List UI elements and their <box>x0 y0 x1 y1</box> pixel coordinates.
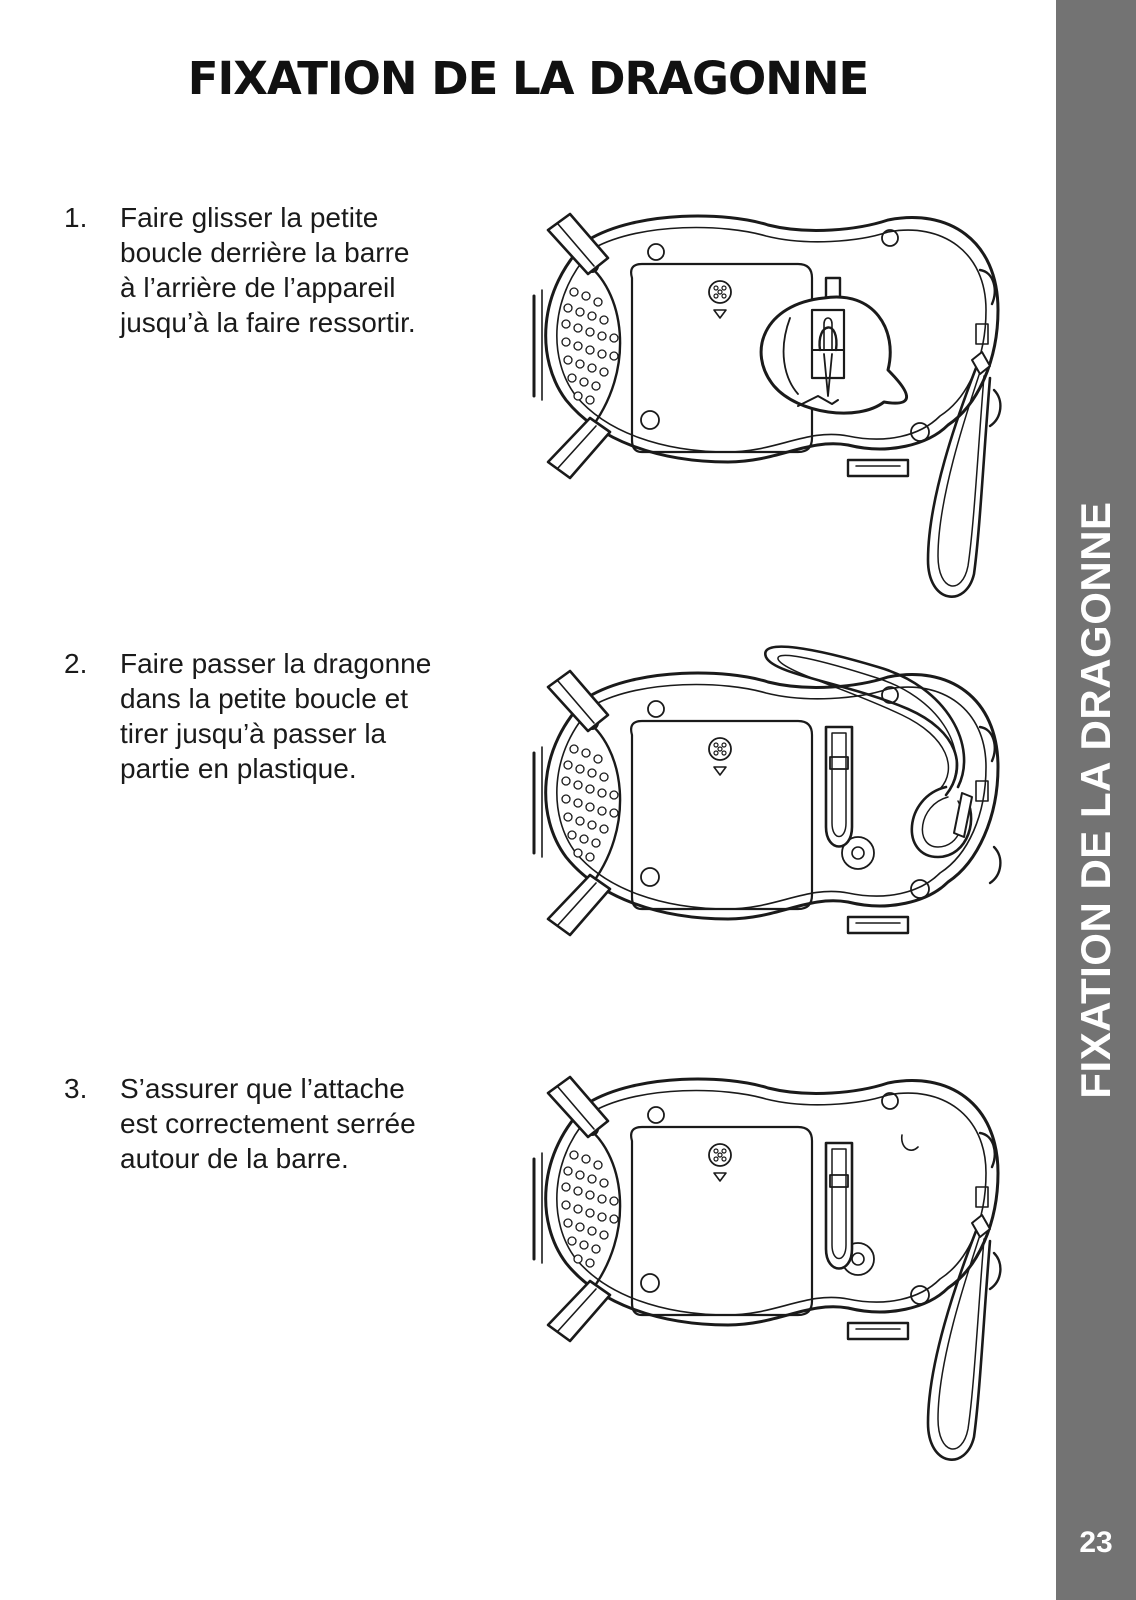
step-text <box>120 646 490 786</box>
step-line: autour de la barre. <box>120 1143 349 1174</box>
step-number: 3. <box>64 1073 88 1104</box>
step-number: 1. <box>64 202 88 233</box>
step-text <box>120 1071 490 1176</box>
step-line: tirer jusqu’à passer la <box>120 718 387 749</box>
step-line: est correctement serrée <box>120 1108 416 1139</box>
illustration-step-3 <box>528 1063 1028 1483</box>
side-tab-label: FIXATION DE LA DRAGONNE <box>1072 501 1119 1099</box>
step-line: S’assurer que l’attache <box>120 1073 405 1104</box>
step-line: Faire glisser la petite <box>120 202 379 233</box>
illustration-step-2 <box>528 627 1028 1047</box>
step-line: à l’arrière de l’appareil <box>120 272 396 303</box>
step-number: 2. <box>64 648 88 679</box>
page-title: FIXATION DE LA DRAGONNE <box>187 52 869 105</box>
page-number: 23 <box>1079 1526 1113 1559</box>
illustration-step-1 <box>528 200 1028 620</box>
step-line: Faire passer la dragonne <box>120 648 432 679</box>
step-text <box>120 200 490 340</box>
step-line: dans la petite boucle et <box>120 683 408 714</box>
step-line: jusqu’à la faire ressortir. <box>120 307 416 338</box>
step-line: boucle derrière la barre <box>120 237 410 268</box>
step-line: partie en plastique. <box>120 753 357 784</box>
